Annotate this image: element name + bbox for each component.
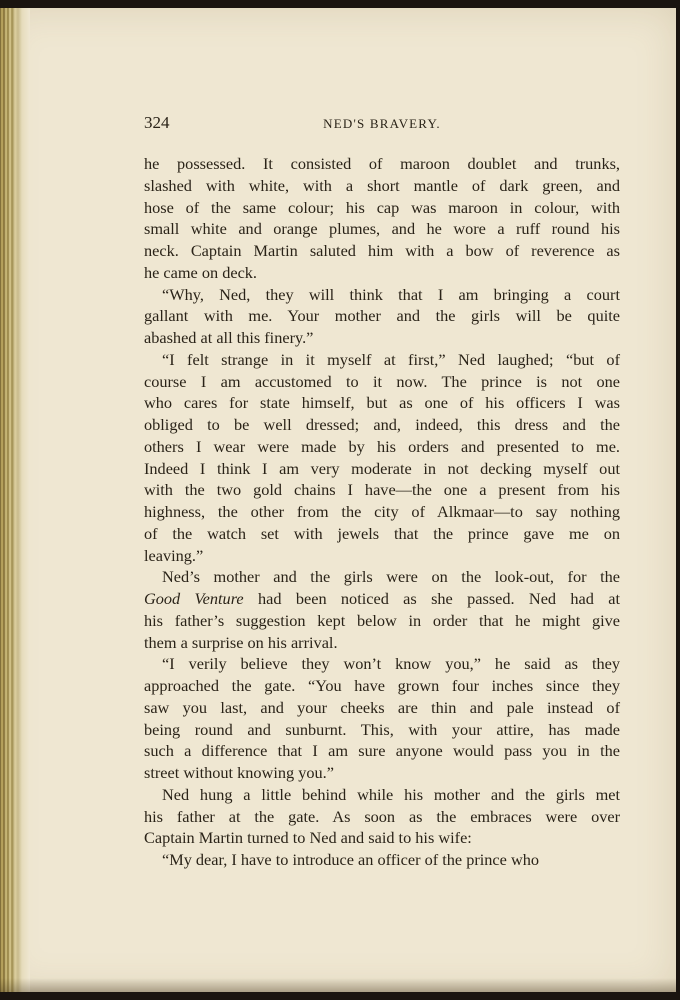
- running-head: NED'S BRAVERY.: [323, 116, 441, 131]
- text-line: abashed at all this finery.”: [144, 328, 314, 347]
- text-line: who cares for state himself, but as one of his officers I was: [144, 393, 620, 413]
- text-line: leaving.”: [144, 545, 204, 565]
- text-line: Ned’s mother and the girls were on the look-out, for the: [162, 567, 620, 587]
- text-line: “Why, Ned, they will think that I am bringing a court: [162, 284, 620, 304]
- body-text: [144, 153, 620, 871]
- text-line: them a surprise on his arrival.: [144, 632, 338, 652]
- text-line: neck. Captain Martin saluted him with a bow of reverence as: [144, 241, 620, 260]
- page-number: 324: [144, 113, 170, 132]
- text-line: course I am accustomed to it now. The prince is not one: [144, 371, 620, 391]
- text-line: his father’s suggestion kept below in order that he might give: [144, 610, 620, 630]
- ship-name: Good Venture: [144, 589, 244, 608]
- text-line-rest: had been noticed as she passed. Ned had at: [258, 589, 620, 608]
- text-line: “I felt strange in it myself at first,” Ned laughed; “but of: [162, 349, 620, 369]
- text-line: gallant with me. Your mother and the girls will be quite: [144, 306, 620, 326]
- text-line: Captain Martin turned to Ned and said to his wife:: [144, 828, 472, 848]
- text-line: approached the gate. “You have grown four inches since they: [144, 676, 620, 695]
- text-line: saw you last, and your cheeks are thin and pale instead of: [144, 697, 620, 717]
- text-line: others I wear were made by his orders and presented to me.: [144, 436, 620, 456]
- book-page: [0, 8, 676, 992]
- text-line: he came on deck.: [144, 262, 258, 282]
- text-line: with the two gold chains I have—the one a present from his: [144, 480, 620, 500]
- text-line: highness, the other from the city of Alkmaar—to say nothing: [144, 502, 620, 521]
- text-line: small white and orange plumes, and he wore a ruff round his: [144, 219, 620, 239]
- text-line: Ned hung a little behind while his mother and the girls met: [162, 784, 620, 804]
- text-line: his father at the gate. As soon as the embraces were over: [144, 806, 620, 826]
- text-line: of the watch set with jewels that the prince gave me on: [144, 523, 620, 543]
- text-line: he possessed. It consisted of maroon doublet and trunks,: [144, 154, 620, 173]
- text-line: such a difference that I am sure anyone would pass you in the: [144, 741, 620, 761]
- text-line: “My dear, I have to introduce an officer of the prince who: [162, 850, 539, 869]
- text-line: “I verily believe they won’t know you,” he said as they: [162, 654, 620, 674]
- text-line: slashed with white, with a short mantle of dark green, and: [144, 175, 620, 195]
- page-bottom-shadow: [0, 978, 676, 992]
- text-line: street without knowing you.”: [144, 763, 334, 782]
- text-line: Indeed I think I am very moderate in not decking myself out: [144, 458, 620, 478]
- page-header: [144, 113, 620, 137]
- text-line: obliged to be well dressed; and, indeed, this dress and the: [144, 415, 620, 434]
- page-edge-strips: [0, 8, 30, 992]
- text-line: hose of the same colour; his cap was maroon in colour, with: [144, 197, 620, 217]
- text-line: being round and sunburnt. This, with your attire, has made: [144, 719, 620, 739]
- text-line: [144, 588, 620, 610]
